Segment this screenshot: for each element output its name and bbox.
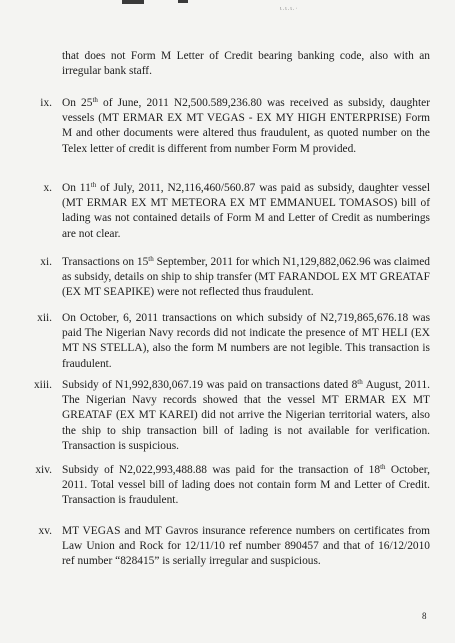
item-number-xiv: xiv.: [35, 464, 52, 476]
item-paragraph-ix: On 25th of June, 2011 N2,500.589,236.80 was received as subsidy, daughter vessels (MT ERMAR EX MT VEGAS - EX MY HIGH ENTERPRISE) Form M and other documents were altered thus fraudulent, as quoted number on the Telex letter of credit is different from number Form M provided.: [62, 96, 430, 155]
item-number-x: x.: [43, 182, 52, 194]
item-number-xiii: xiii.: [33, 379, 52, 391]
scan-artifact-mark: [122, 0, 144, 4]
item-paragraph-xiv: Subsidy of N2,022,993,488.88 was paid for the transaction of 18th October, 2011. Total vessel bill of lading does not contain form M and Letter of Credit. Transaction is fraudulent.: [62, 463, 430, 507]
item-paragraph-xii: On October, 6, 2011 transactions on which subsidy of N2,719,865,676.18 was paid The Nigerian Navy records did not indicate the presence of MT HELI (EX MT NS STELLA), also the form M numbers are not legible. This transaction is fraudulent.: [62, 312, 430, 370]
item-number-xii: xii.: [37, 312, 52, 324]
item-number-xv: xv.: [38, 525, 52, 537]
scan-artifact-mark-2: [178, 0, 188, 3]
item-paragraph-xiii: Subsidy of N1,992,830,067.19 was paid on transactions dated 8th August, 2011. The Nigerian Navy records showed that the vessel MT ERMAR EX MT GREATAF (EX MT KAREI) did not arrive the Nigerian territorial waters, also the ship to ship transaction bill of lading is not available for verification. Transaction is suspicious.: [62, 378, 430, 452]
item-paragraph-xi: Transactions on 15th September, 2011 for which N1,129,882,062.96 was claimed as subsidy, details on ship to ship transfer (MT FARANDOL EX MT GREATAF (EX MT SEAPIKE) were not reflected thus fraudulent.: [62, 255, 430, 299]
page-number: 8: [422, 611, 427, 621]
item-paragraph-xv: MT VEGAS and MT Gavros insurance reference numbers on certificates from Law Union and Rock for 12/11/10 ref number 890457 and that of 16/12/2010 ref number “828415” is serially irregular and suspicious.: [62, 525, 430, 568]
item-number-xi: xi.: [40, 256, 52, 268]
item-paragraph-x: On 11th of July, 2011, N2,116,460/560.87 was paid as subsidy, daughter vessel (MT ERMAR EX MT METEORA EX MT EMMANUEL TOMASOS) bill of lading was not contained details of Form M and Letter of Credit as numberings are not clear.: [62, 181, 430, 240]
handwritten-scribble: ι.ι.ι.·: [280, 6, 299, 12]
item-number-ix: ix.: [40, 97, 52, 109]
continuation-paragraph: that does not Form M Letter of Credit bearing banking code, also with an irregular bank staff.: [62, 50, 430, 78]
